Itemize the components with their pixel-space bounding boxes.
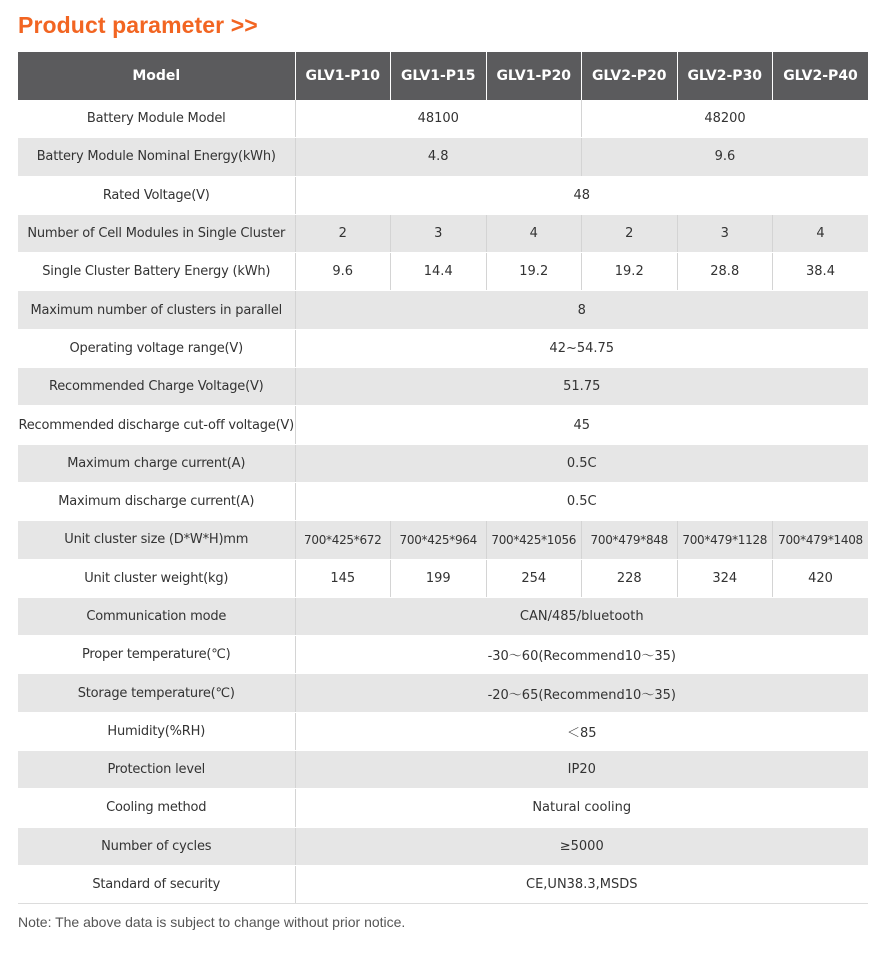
cell-value: 145: [295, 559, 391, 597]
table-row: [18, 291, 868, 329]
cell-value: -20～65(Recommend10～35): [295, 674, 868, 712]
table-row: [18, 176, 868, 214]
header-model-glv1-p10: GLV1-P10: [295, 52, 391, 100]
cell-value: 48: [295, 176, 868, 214]
row-label: Maximum number of clusters in parallel: [18, 291, 295, 329]
table-row: [18, 214, 868, 252]
cell-value: 700*479*1128: [677, 521, 773, 559]
header-model-glv1-p20: GLV1-P20: [486, 52, 582, 100]
table-row: [18, 100, 868, 138]
row-label: Storage temperature(℃): [18, 674, 295, 712]
cell-value: -30～60(Recommend10～35): [295, 636, 868, 674]
table-row: [18, 482, 868, 520]
cell-value: 4: [773, 214, 869, 252]
cell-value: 2: [295, 214, 391, 252]
row-label: Protection level: [18, 751, 295, 789]
cell-value: 19.2: [486, 253, 582, 291]
cell-value: 0.5C: [295, 444, 868, 482]
cell-value: 700*425*1056: [486, 521, 582, 559]
cell-value: 4.8: [295, 138, 582, 176]
cell-value: 700*425*964: [391, 521, 487, 559]
row-label: Proper temperature(℃): [18, 636, 295, 674]
cell-value: 14.4: [391, 253, 487, 291]
table-row: [18, 674, 868, 712]
row-label: Standard of security: [18, 865, 295, 903]
cell-value: CE,UN38.3,MSDS: [295, 865, 868, 903]
cell-value: 3: [391, 214, 487, 252]
cell-value: 420: [773, 559, 869, 597]
row-label: Cooling method: [18, 789, 295, 827]
cell-value: 9.6: [582, 138, 869, 176]
cell-value: 2: [582, 214, 678, 252]
row-label: Unit cluster size (D*W*H)mm: [18, 521, 295, 559]
cell-value: 254: [486, 559, 582, 597]
cell-value: IP20: [295, 751, 868, 789]
table-row: [18, 368, 868, 406]
table-row: [18, 827, 868, 865]
row-label: Unit cluster weight(kg): [18, 559, 295, 597]
cell-value: 228: [582, 559, 678, 597]
table-row: [18, 789, 868, 827]
row-label: Recommended discharge cut-off voltage(V): [18, 406, 295, 444]
cell-value: 42~54.75: [295, 329, 868, 367]
table-row: [18, 329, 868, 367]
cell-value: 19.2: [582, 253, 678, 291]
cell-value: 199: [391, 559, 487, 597]
cell-value: 38.4: [773, 253, 869, 291]
row-label: Battery Module Nominal Energy(kWh): [18, 138, 295, 176]
cell-value: 0.5C: [295, 482, 868, 520]
table-row: [18, 865, 868, 903]
row-label: Humidity(%RH): [18, 712, 295, 750]
cell-value: 9.6: [295, 253, 391, 291]
cell-value: 28.8: [677, 253, 773, 291]
row-label: Operating voltage range(V): [18, 329, 295, 367]
footnote: Note: The above data is subject to change without prior notice.: [18, 914, 406, 930]
header-model-glv1-p15: GLV1-P15: [391, 52, 487, 100]
table-header-row: [18, 52, 868, 100]
cell-value: 45: [295, 406, 868, 444]
row-label: Battery Module Model: [18, 100, 295, 138]
cell-value: ≥5000: [295, 827, 868, 865]
row-label: Number of Cell Modules in Single Cluster: [18, 214, 295, 252]
cell-value: CAN/485/bluetooth: [295, 597, 868, 635]
table-row: [18, 597, 868, 635]
table-row: [18, 521, 868, 559]
cell-value: 324: [677, 559, 773, 597]
row-label: Communication mode: [18, 597, 295, 635]
header-model-glv2-p40: GLV2-P40: [773, 52, 869, 100]
cell-value: Natural cooling: [295, 789, 868, 827]
page-title: Product parameter >>: [18, 12, 258, 38]
row-label: Maximum discharge current(A): [18, 482, 295, 520]
header-model-glv2-p30: GLV2-P30: [677, 52, 773, 100]
row-label: Maximum charge current(A): [18, 444, 295, 482]
cell-value: 700*425*672: [295, 521, 391, 559]
cell-value: 700*479*1408: [773, 521, 869, 559]
table-row: [18, 751, 868, 789]
row-label: Recommended Charge Voltage(V): [18, 368, 295, 406]
table-row: [18, 138, 868, 176]
table-row: [18, 636, 868, 674]
table-row: [18, 406, 868, 444]
row-label: Single Cluster Battery Energy (kWh): [18, 253, 295, 291]
row-label: Number of cycles: [18, 827, 295, 865]
cell-value: 51.75: [295, 368, 868, 406]
cell-value: ＜85: [295, 712, 868, 750]
header-model-glv2-p20: GLV2-P20: [582, 52, 678, 100]
row-label: Rated Voltage(V): [18, 176, 295, 214]
table-row: [18, 712, 868, 750]
cell-value: 700*479*848: [582, 521, 678, 559]
table-row: [18, 444, 868, 482]
header-model-label: Model: [18, 52, 295, 100]
table-row: [18, 559, 868, 597]
table-row: [18, 253, 868, 291]
product-parameter-table: [18, 52, 868, 904]
cell-value: 48100: [295, 100, 582, 138]
cell-value: 3: [677, 214, 773, 252]
cell-value: 8: [295, 291, 868, 329]
cell-value: 4: [486, 214, 582, 252]
cell-value: 48200: [582, 100, 869, 138]
